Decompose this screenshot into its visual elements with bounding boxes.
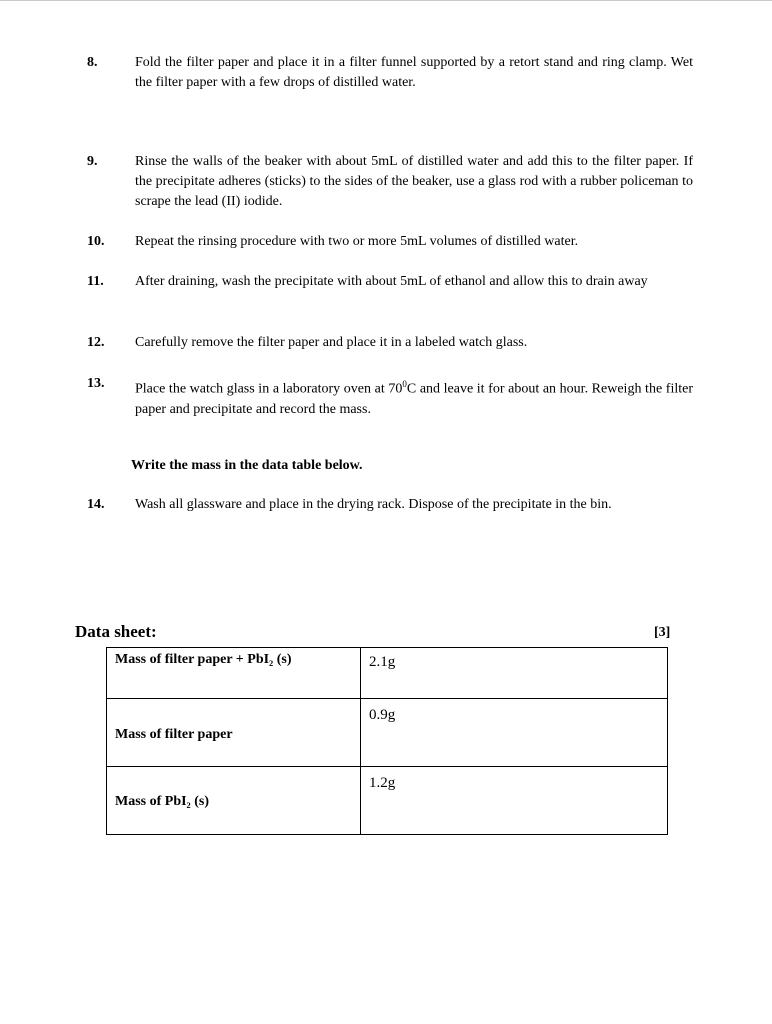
step-number: 10. bbox=[87, 234, 105, 249]
row-label: Mass of filter paper + PbI₂ (s) bbox=[115, 652, 292, 667]
step-text-before: Place the watch glass in a laboratory oven at 70 bbox=[135, 381, 403, 397]
table-value-cell bbox=[361, 699, 668, 767]
data-table bbox=[106, 647, 668, 835]
table-label-cell bbox=[107, 699, 361, 767]
degree-superscript: 0 bbox=[402, 379, 407, 389]
row-value: 0.9g bbox=[369, 707, 396, 723]
row-value: 2.1g bbox=[369, 654, 396, 670]
table-value-cell bbox=[361, 648, 668, 699]
step-number: 13. bbox=[87, 376, 105, 391]
step-text: Rinse the walls of the beaker with about 5mL of distilled water and add this to the filter paper. If the precipitate adheres (sticks) to the sides of the beaker, use a glass rod with a rubber policeman to scrape the lead (II) iodide. bbox=[135, 154, 693, 209]
table-row bbox=[107, 648, 668, 699]
step-text: Carefully remove the filter paper and place it in a labeled watch glass. bbox=[135, 335, 528, 350]
instruction-note: Write the mass in the data table below. bbox=[131, 458, 363, 473]
row-label: Mass of PbI₂ (s) bbox=[115, 794, 210, 809]
step-text: Wash all glassware and place in the drying rack. Dispose of the precipitate in the bin. bbox=[135, 497, 612, 512]
page-top-border bbox=[0, 0, 772, 1]
step-number: 14. bbox=[87, 497, 105, 512]
row-value: 1.2g bbox=[369, 775, 396, 791]
step-number: 9. bbox=[87, 154, 98, 169]
step-number: 11. bbox=[87, 274, 104, 289]
step-text: After draining, wash the precipitate with about 5mL of ethanol and allow this to drain away bbox=[135, 274, 648, 289]
table-value-cell bbox=[361, 767, 668, 835]
table-label-cell bbox=[107, 648, 361, 699]
step-text bbox=[135, 374, 693, 420]
table-row bbox=[107, 699, 668, 767]
row-label: Mass of filter paper bbox=[115, 727, 233, 742]
step-text-after: C and leave it for about an hour. Reweigh the filter paper and precipitate and record the mass. bbox=[135, 381, 693, 417]
step-number: 8. bbox=[87, 55, 98, 70]
table-row bbox=[107, 767, 668, 835]
step-text: Fold the filter paper and place it in a filter funnel supported by a retort stand and ring clamp. Wet the filter paper with a few drops of distilled water. bbox=[135, 55, 693, 90]
data-sheet-title: Data sheet: bbox=[75, 622, 157, 641]
table-label-cell bbox=[107, 767, 361, 835]
marks-label: [3] bbox=[654, 625, 671, 640]
step-number: 12. bbox=[87, 335, 105, 350]
step-text: Repeat the rinsing procedure with two or more 5mL volumes of distilled water. bbox=[135, 234, 579, 249]
